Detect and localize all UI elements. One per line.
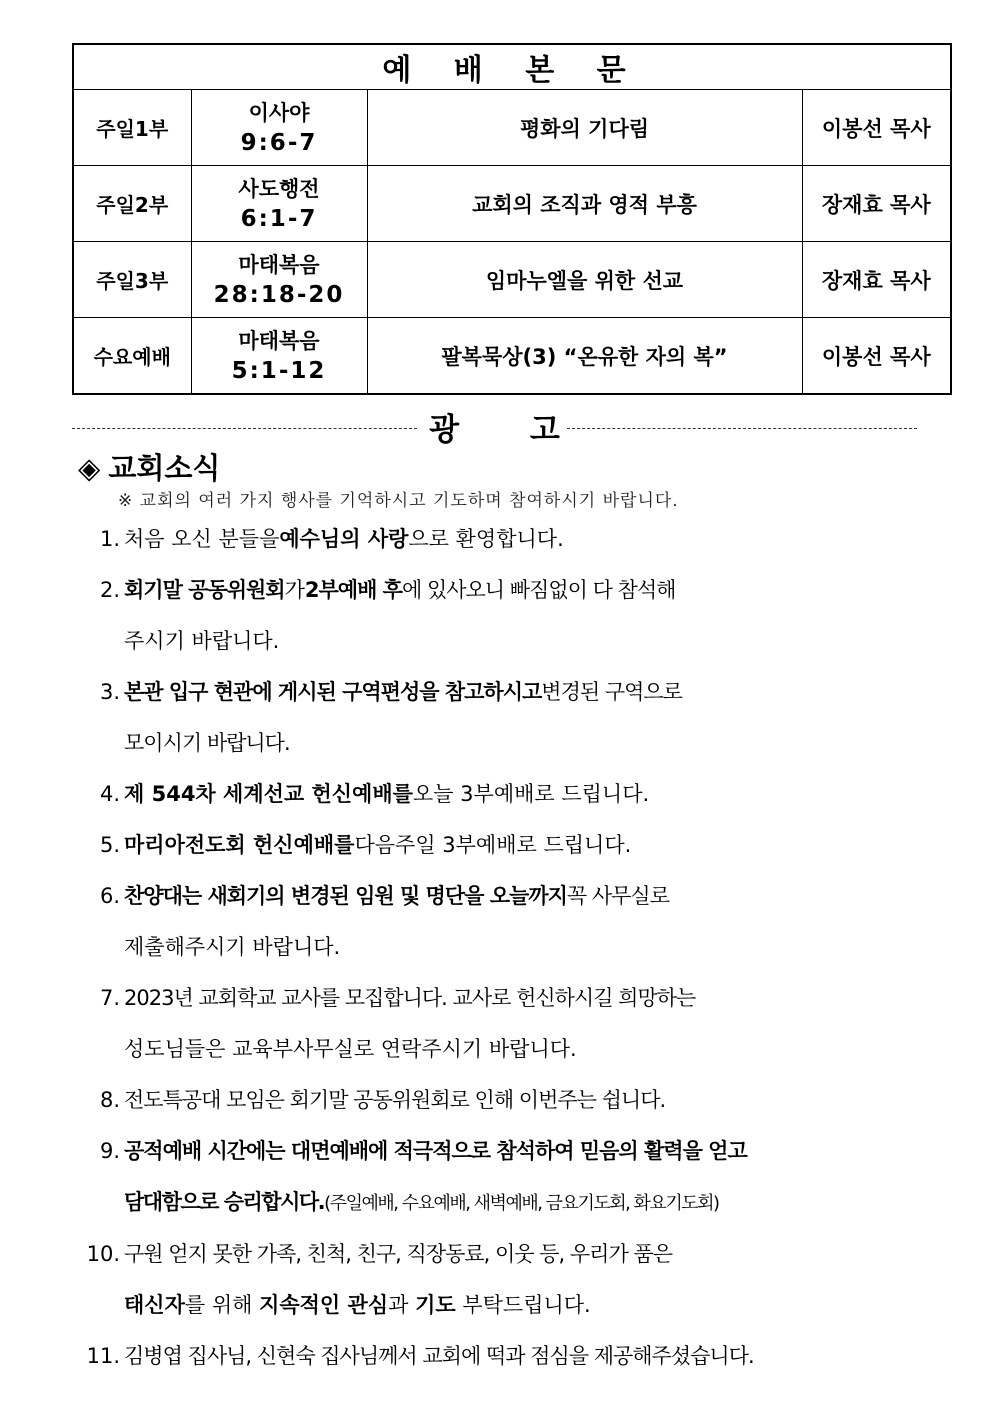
- sermon-row: [73, 242, 951, 318]
- preacher: 이봉선 목사: [802, 318, 951, 395]
- list-item: [70, 565, 950, 667]
- item-text-bold: 회기말 공동위원회: [124, 578, 285, 602]
- sermon-table-title: 예 배 본 문: [73, 44, 951, 90]
- list-item: [70, 820, 950, 871]
- scripture-book: 마태복음: [238, 252, 320, 277]
- item-text: 가: [284, 578, 305, 602]
- item-number: 11.: [86, 1344, 120, 1368]
- list-item: [70, 1075, 950, 1126]
- item-text-bold: 공적예배 시간에는 대면예배에 적극적으로 참석하여 믿음의 활력을 얻고: [124, 1139, 747, 1163]
- sermon-title: 임마누엘을 위한 선교: [367, 242, 802, 318]
- item-text: 처음 오신 분들을: [124, 527, 280, 551]
- item-text: 2023년 교회학교 교사를 모집합니다. 교사로 헌신하시길 희망하는: [124, 986, 696, 1010]
- item-number: 4.: [99, 782, 120, 806]
- item-text: 구원 얻지 못한 가족, 친척, 친구, 직장동료, 이웃 등, 우리가 품은: [124, 1242, 672, 1266]
- item-text-small: (주일예배, 수요예배, 새벽예배, 금요기도회, 화요기도회): [324, 1193, 719, 1214]
- scripture-ref: [191, 166, 367, 242]
- item-text: 다음주일 3부예배로 드립니다.: [354, 833, 632, 857]
- church-news-title: 교회소식: [108, 451, 221, 485]
- item-text-bold: 마리아전도회 헌신예배를: [124, 833, 355, 857]
- scripture-ref: [191, 90, 367, 166]
- list-item: [70, 973, 950, 1075]
- sermon-row: [73, 90, 951, 166]
- item-number: 2.: [99, 578, 120, 602]
- service-name: 수요예배: [73, 318, 191, 395]
- dashed-divider-right: [567, 428, 917, 429]
- list-item: [70, 1126, 950, 1229]
- list-item: [70, 769, 950, 820]
- item-text: 전도특공대 모임은 회기말 공동위원회로 인해 이번주는 쉽니다.: [124, 1088, 666, 1112]
- service-name: 주일3부: [73, 242, 191, 318]
- item-text: 를 위해: [184, 1293, 260, 1317]
- scripture-book: 마태복음: [238, 328, 320, 353]
- church-news-heading: [78, 446, 220, 487]
- item-text-bold: 담대함으로 승리합시다.: [124, 1190, 325, 1214]
- preacher: 장재효 목사: [802, 242, 951, 318]
- item-text-bold: 기도: [415, 1293, 456, 1317]
- scripture-verse: 5:1-12: [231, 357, 327, 384]
- item-text-bold: 제 544차 세계선교 헌신예배를: [124, 782, 413, 806]
- item-text: 변경된 구역으로: [541, 680, 682, 704]
- announcements-title: 광 고: [429, 412, 590, 448]
- service-name: 주일2부: [73, 166, 191, 242]
- item-text: 김병엽 집사님, 신현숙 집사님께서 교회에 떡과 점심을 제공해주셨습니다.: [124, 1344, 754, 1368]
- preacher: 장재효 목사: [802, 166, 951, 242]
- item-text: 으로 환영합니다.: [408, 527, 564, 551]
- list-item: [70, 1331, 950, 1382]
- sermon-title: 교회의 조직과 영적 부흥: [367, 166, 802, 242]
- item-number: 7.: [99, 986, 120, 1010]
- item-text: 과: [388, 1293, 416, 1317]
- item-number: 8.: [99, 1088, 120, 1112]
- item-text-continued: 성도님들은 교육부사무실로 연락주시기 바랍니다.: [124, 1037, 577, 1061]
- item-number: 1.: [99, 527, 120, 551]
- list-item: [70, 667, 950, 769]
- scripture-ref: [191, 242, 367, 318]
- list-item: [70, 514, 950, 565]
- item-text-bold: 본관 입구 현관에 게시된 구역편성을 참고하시고: [124, 680, 542, 704]
- item-text-continued: 제출해주시기 바랍니다.: [124, 935, 341, 959]
- sermon-row: [73, 318, 951, 395]
- announcement-list: [70, 514, 950, 1382]
- item-number: 3.: [99, 680, 120, 704]
- item-text: 꼭 사무실로: [566, 884, 669, 908]
- item-text: 부탁드립니다.: [455, 1293, 591, 1317]
- item-text-bold: 지속적인 관심: [259, 1293, 389, 1317]
- item-text-bold: 찬양대는 새회기의 변경된 임원 및 명단을 오늘까지: [124, 884, 567, 908]
- scripture-ref: [191, 318, 367, 395]
- list-item: [70, 1229, 950, 1331]
- item-number: 10.: [86, 1242, 120, 1266]
- church-news-notice: ※ 교회의 여러 가지 행사를 기억하시고 기도하며 참여하시기 바랍니다.: [118, 491, 679, 511]
- diamond-bullet-icon: ◈: [78, 451, 101, 485]
- scripture-book: 이사야: [248, 100, 310, 125]
- item-text: 오늘 3부예배로 드립니다.: [412, 782, 650, 806]
- item-number: 6.: [99, 884, 120, 908]
- announcements-header: [72, 404, 917, 448]
- item-text-continued: 모이시기 바랍니다.: [124, 731, 290, 755]
- preacher: 이봉선 목사: [802, 90, 951, 166]
- scripture-verse: 28:18-20: [213, 281, 345, 308]
- scripture-verse: 6:1-7: [240, 205, 318, 232]
- item-text-continued: 주시기 바랍니다.: [124, 629, 280, 653]
- list-item: [70, 871, 950, 973]
- item-text-bold: 예수님의 사랑: [279, 527, 409, 551]
- scripture-verse: 9:6-7: [240, 129, 318, 156]
- service-name: 주일1부: [73, 90, 191, 166]
- item-number: 9.: [99, 1139, 120, 1163]
- item-number: 5.: [99, 833, 120, 857]
- sermon-title: 평화의 기다림: [367, 90, 802, 166]
- item-text-bold: 태신자: [124, 1293, 185, 1317]
- sermon-title: 팔복묵상(3) “온유한 자의 복”: [367, 318, 802, 395]
- item-text-bold: 2부예배 후: [304, 578, 402, 602]
- sermon-row: [73, 166, 951, 242]
- scripture-book: 사도행전: [238, 176, 320, 201]
- sermon-table: [72, 43, 952, 395]
- item-text: 에 있사오니 빠짐없이 다 참석해: [401, 578, 676, 602]
